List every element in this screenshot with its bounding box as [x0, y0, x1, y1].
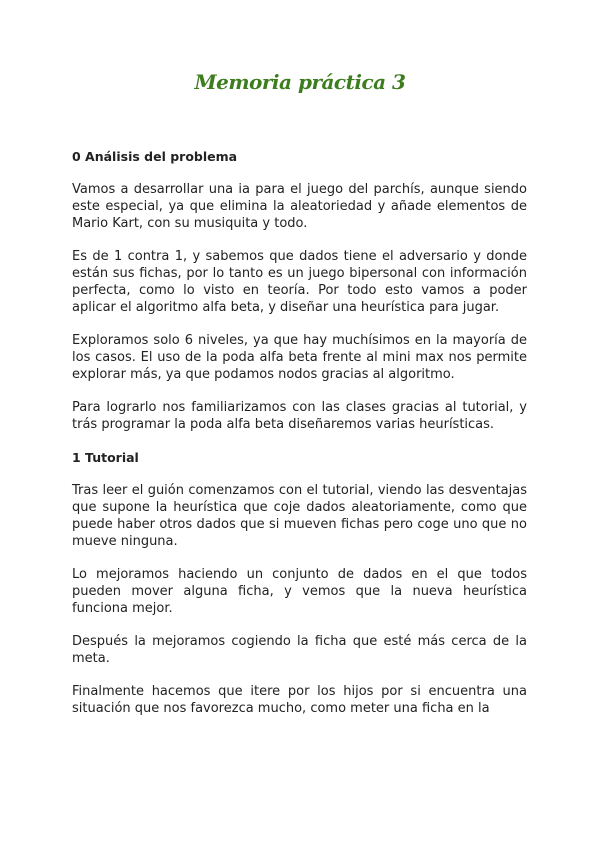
paragraph: Finalmente hacemos que itere por los hijos por si encuentra una situación que nos favorezca mucho, como meter una ficha en la — [72, 684, 527, 716]
paragraph: Lo mejoramos haciendo un conjunto de dados en el que todos pueden mover alguna ficha, y vemos que la nueva heurística funciona mejor. — [72, 567, 527, 616]
paragraph: Para lograrlo nos familiarizamos con las clases gracias al tutorial, y trás programar la poda alfa beta diseñaremos varias heurísticas. — [72, 400, 527, 432]
paragraph: Exploramos solo 6 niveles, ya que hay muchísimos en la mayoría de los casos. El uso de la poda alfa beta frente al mini max nos permite explorar más, ya que podamos nodos gracias al algoritmo. — [72, 333, 527, 382]
document-title: Memoria práctica 3 — [194, 70, 406, 94]
paragraph: Tras leer el guión comenzamos con el tutorial, viendo las desventajas que supone la heurística que coje dados aleatoriamente, como que puede haber otros dados que si mueven fichas pero coge uno que no mueve ninguna. — [72, 483, 527, 549]
paragraph: Es de 1 contra 1, y sabemos que dados tiene el adversario y donde están sus fichas, por lo tanto es un juego bipersonal con información perfecta, como lo visto en teoría. Por todo esto vamos a poder aplicar el algoritmo alfa beta, y diseñar una heurística para jugar. — [72, 249, 527, 315]
section-heading-analisis: 0 Análisis del problema — [72, 149, 238, 164]
paragraph: Después la mejoramos cogiendo la ficha que esté más cerca de la meta. — [72, 634, 527, 666]
section-heading-tutorial: 1 Tutorial — [72, 450, 139, 465]
document-body — [72, 148, 527, 717]
paragraph: Vamos a desarrollar una ia para el juego del parchís, aunque siendo este especial, ya que elimina la aleatoriedad y añade elementos de Mario Kart, con su musiquita y todo. — [72, 182, 527, 231]
